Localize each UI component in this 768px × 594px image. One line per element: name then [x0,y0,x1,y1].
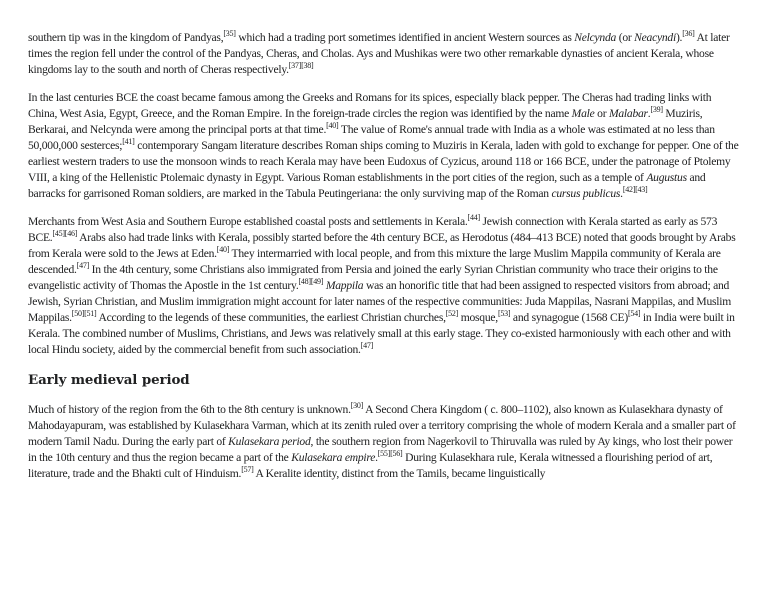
italic-term: Malabar [608,107,648,120]
section-heading-early-medieval: Early medieval period [28,372,190,388]
text-run: . [647,107,651,120]
italic-term: Mappila [325,279,364,292]
text-run: The value of Rome's annual trade with India as a whole was estimated at no less than 50,000,000 sesterces; [28,123,715,152]
text-run: and barracks for garrisoned Roman soldiers, are marked in the Tabula Peutingeriana: the only surviving map of the Roman [28,171,706,200]
text-run: In the last centuries BCE the coast became famous among the Greeks and Romans for its spices, especially black pepper. The Cheras had trading links with China, West Asia, Egypt, Greece, and the Roman Empire. In the foreign-trade circles the region was identified by the name [28,91,712,120]
italic-term: Kulasekara period [228,435,311,448]
text-run: ). [675,31,683,44]
text-run: was an honorific title that had been assigned to respected visitors from abroad; and Jewish, Syrian Christian, and Muslim immigration might account for later names of the respective communities: Juda Mappilas, Nasrani Mappilas, and Muslim Mappilas. [28,279,731,324]
text-run: During Kulasekhara rule, Kerala witnessed a flourishing period of art, literature, trade and the Bhakti cult of Hinduism. [28,451,713,480]
text-run: in India were built in Kerala. The combined number of Muslims, Christians, and Jews was relatively small at this early stage. They co-existed harmoniously with each other and with local Hindu society, aided by the commercial benefit from such association. [28,311,735,356]
citation-ref[interactable]: [41] [122,137,135,147]
text-run: Jewish connection with Kerala started as early as 573 BCE. [28,215,718,244]
paragraph-pandyas [28,30,742,78]
citation-ref[interactable]: [47] [76,261,90,271]
text-run: and synagogue (1568 CE) [510,311,628,324]
text-run: At later times the region fell under the control of the Pandyas, Cheras, and Cholas. Ays and Mushikas were two other remarkable dynasties of ancient Kerala, whose kingdoms lay to the south and north of Cheras respectively. [28,31,730,76]
citation-ref[interactable]: [45][46] [52,229,78,239]
citation-ref[interactable]: [50][51] [71,309,97,319]
text-run: In the 4th century, some Christians also immigrated from Persia and joined the early Syrian Christian community who trace their origins to the evangelistic activity of Thomas the Apostle in the 1st century. [28,263,718,292]
italic-term: cursus publicus [551,187,621,200]
citation-ref[interactable]: [40] [326,121,339,131]
text-run: They intermarried with local people, and from this mixture the large Muslim Mappila community of Kerala are descended. [28,247,721,276]
text-run: Muziris, Berkarai, and Nelcynda were among the principal ports at that time. [28,107,703,136]
paragraph-merchants [28,214,742,358]
citation-ref[interactable]: [36] [682,29,695,39]
text-run: According to the legends of these communities, the earliest Christian churches, [96,311,446,324]
text-run: . [620,187,623,200]
text-run: Much of history of the region from the 6th to the 8th century is unknown. [28,403,351,416]
text-run: , the southern region from Nagerkovil to Thiruvalla was ruled by Ay kings, who lost their power in the 10th century and thus the region became a part of the [28,435,733,464]
paragraph-second-chera [28,402,742,482]
citation-ref[interactable]: [35] [223,29,236,39]
italic-term: Kulasekara empire [291,451,376,464]
citation-ref[interactable]: [30] [350,401,364,411]
text-run: contemporary Sangam literature describes Roman ships coming to Muziris in Kerala, laden with gold to exchange for pepper. One of the earliest western traders to use the monsoon winds to reach Kerala may have been Eudoxus of Cyzicus, around 118 or 166 BCE, under the patronage of Ptolemy VIII, a king of the Hellenistic Ptolemaic dynasty in Egypt. Various Roman establishments in the port cities of the region, such as a temple of [28,139,739,184]
text-run: which had a trading port sometimes identified in ancient Western sources as [235,31,575,44]
citation-ref[interactable]: [54] [627,309,641,319]
paragraph-spice-trade [28,90,742,202]
text-run: southern tip was in the kingdom of Pandyas, [28,31,224,44]
citation-ref[interactable]: [44] [467,213,480,223]
citation-ref[interactable]: [47] [360,341,374,351]
italic-term: Male [571,107,595,120]
citation-ref[interactable]: [42][43] [622,185,648,195]
text-run: (or [616,31,635,44]
italic-term: Nelcynda [574,31,617,44]
citation-ref[interactable]: [40] [216,245,230,255]
citation-ref[interactable]: [57] [241,465,254,475]
text-run: mosque, [458,311,498,324]
italic-term: Neacyndi [634,31,676,44]
italic-term: Augustus [646,171,687,184]
text-run: or [594,107,609,120]
citation-ref[interactable]: [39] [650,105,663,115]
citation-ref[interactable]: [53] [497,309,511,319]
text-run: Arabs also had trade links with Kerala, possibly started before the 4th century BCE, as Herodotus (484–413 BCE) noted that goods brought by Arabs from Kerala were sold to the Jews at Eden. [28,231,736,260]
text-run: . [375,451,378,464]
text-run: A Keralite identity, distinct from the Tamils, became linguistically [253,467,546,480]
citation-ref[interactable]: [55][56] [377,449,403,459]
citation-ref[interactable]: [52] [445,309,459,319]
text-run: Merchants from West Asia and Southern Europe established coastal posts and settlements in Kerala. [28,215,468,228]
citation-ref[interactable]: [48][49] [298,277,324,287]
text-run: A Second Chera Kingdom ( c. 800–1102), also known as Kulasekhara dynasty of Mahodayapuram, was established by Kulasekhara Varman, which at its zenith ruled over a territory comprising the whole of modern Kerala and a smaller part of modern Tamil Nadu. During the early part of [28,403,736,448]
citation-ref[interactable]: [37][38] [288,61,314,71]
